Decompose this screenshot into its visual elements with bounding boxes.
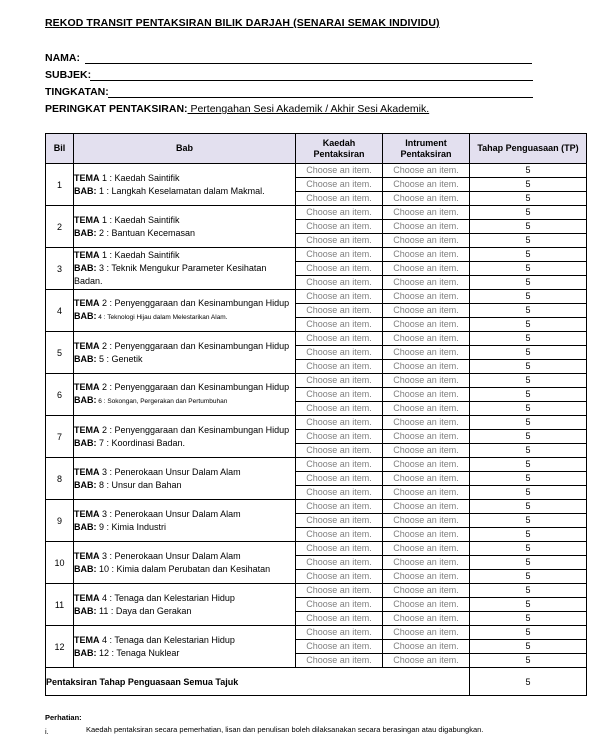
instrument-dropdown[interactable]: Choose an item. <box>383 458 470 472</box>
nama-field[interactable] <box>45 52 80 64</box>
instrument-dropdown[interactable]: Choose an item. <box>383 178 470 192</box>
tp-value[interactable]: 5 <box>470 206 587 220</box>
peringkat-value: Pertengahan Sesi Akademik / Akhir Sesi Akademik. <box>187 103 430 115</box>
kaedah-dropdown[interactable]: Choose an item. <box>296 528 383 542</box>
tema-text: 2 : Penyenggaraan dan Kesinambungan Hidup <box>99 382 290 392</box>
tp-value[interactable]: 5 <box>470 290 587 304</box>
instrument-dropdown[interactable]: Choose an item. <box>383 262 470 276</box>
assessment-table <box>45 133 587 696</box>
table-row <box>46 584 587 598</box>
tema-label: TEMA <box>74 172 100 183</box>
header-tahap: Tahap Penguasaan (TP) <box>470 134 587 164</box>
tp-value[interactable]: 5 <box>470 388 587 402</box>
row-bil: 7 <box>46 416 74 458</box>
kaedah-dropdown[interactable]: Choose an item. <box>296 598 383 612</box>
tp-value[interactable]: 5 <box>470 444 587 458</box>
header-instrument: Intrument Pentaksiran <box>383 134 470 164</box>
tema-label: TEMA <box>74 592 100 603</box>
table-row <box>46 626 587 640</box>
tp-value[interactable]: 5 <box>470 416 587 430</box>
tp-value[interactable]: 5 <box>470 654 587 668</box>
tema-text: 3 : Penerokaan Unsur Dalam Alam <box>99 466 241 477</box>
row-bil: 6 <box>46 374 74 416</box>
kaedah-dropdown[interactable]: Choose an item. <box>296 626 383 640</box>
row-bil: 1 <box>46 164 74 206</box>
kaedah-dropdown[interactable]: Choose an item. <box>296 346 383 360</box>
row-bil: 12 <box>46 626 74 668</box>
tema-label: TEMA <box>74 424 100 435</box>
tp-value[interactable]: 5 <box>470 500 587 514</box>
table-row <box>46 332 587 346</box>
kaedah-dropdown[interactable]: Choose an item. <box>296 430 383 444</box>
tp-value[interactable]: 5 <box>470 304 587 318</box>
row-bil: 5 <box>46 332 74 374</box>
instrument-dropdown[interactable]: Choose an item. <box>383 164 470 178</box>
kaedah-dropdown[interactable]: Choose an item. <box>296 584 383 598</box>
row-bab-cell <box>74 332 296 374</box>
table-row <box>46 164 587 178</box>
bab-text: 2 : Bantuan Kecemasan <box>96 227 196 238</box>
kaedah-dropdown[interactable]: Choose an item. <box>296 640 383 654</box>
row-bab-cell <box>74 206 296 248</box>
tp-value[interactable]: 5 <box>470 192 587 206</box>
tema-text: 2 : Penyenggaraan dan Kesinambungan Hidup <box>99 340 290 351</box>
table-row <box>46 500 587 514</box>
kaedah-dropdown[interactable]: Choose an item. <box>296 612 383 626</box>
instrument-dropdown[interactable]: Choose an item. <box>383 430 470 444</box>
row-bab-cell <box>74 626 296 668</box>
instrument-dropdown[interactable]: Choose an item. <box>383 234 470 248</box>
tp-value[interactable]: 5 <box>470 164 587 178</box>
instrument-dropdown[interactable]: Choose an item. <box>383 444 470 458</box>
tp-value[interactable]: 5 <box>470 528 587 542</box>
instrument-dropdown[interactable]: Choose an item. <box>383 220 470 234</box>
tp-value[interactable]: 5 <box>470 402 587 416</box>
row-bil: 8 <box>46 458 74 500</box>
tp-value[interactable]: 5 <box>470 612 587 626</box>
kaedah-dropdown[interactable]: Choose an item. <box>296 486 383 500</box>
bab-text: 3 : Teknik Mengukur Parameter Kesihatan Badan. <box>74 263 267 286</box>
bab-text: 10 : Kimia dalam Perubatan dan Kesihatan <box>96 563 271 574</box>
instrument-dropdown[interactable]: Choose an item. <box>383 626 470 640</box>
tingkatan-line <box>108 97 533 98</box>
instrument-dropdown[interactable]: Choose an item. <box>383 192 470 206</box>
tp-value[interactable]: 5 <box>470 374 587 388</box>
bab-text: 7 : Koordinasi Badan. <box>96 437 186 448</box>
tema-text: 2 : Penyenggaraan dan Kesinambungan Hidup <box>99 298 290 308</box>
tp-value[interactable]: 5 <box>470 486 587 500</box>
tp-value[interactable]: 5 <box>470 570 587 584</box>
row-bil: 4 <box>46 290 74 332</box>
tp-value[interactable]: 5 <box>470 262 587 276</box>
bab-label: BAB: <box>74 647 97 658</box>
kaedah-dropdown[interactable]: Choose an item. <box>296 416 383 430</box>
tema-text: 3 : Penerokaan Unsur Dalam Alam <box>99 508 241 519</box>
table-body <box>46 164 587 668</box>
instrument-dropdown[interactable]: Choose an item. <box>383 416 470 430</box>
instrument-dropdown[interactable]: Choose an item. <box>383 542 470 556</box>
tema-text: 1 : Kaedah Saintifik <box>99 214 180 225</box>
row-bil: 9 <box>46 500 74 542</box>
bab-label: BAB: <box>74 479 97 490</box>
kaedah-dropdown[interactable]: Choose an item. <box>296 472 383 486</box>
kaedah-dropdown[interactable]: Choose an item. <box>296 654 383 668</box>
instrument-dropdown[interactable]: Choose an item. <box>383 360 470 374</box>
tema-label: TEMA <box>74 250 100 260</box>
bab-label: BAB: <box>74 521 97 532</box>
subjek-field[interactable] <box>45 69 91 81</box>
peringkat-label: PERINGKAT PENTAKSIRAN: <box>45 103 188 115</box>
kaedah-dropdown[interactable]: Choose an item. <box>296 374 383 388</box>
kaedah-dropdown[interactable]: Choose an item. <box>296 542 383 556</box>
tema-label: TEMA <box>74 634 100 645</box>
instrument-dropdown[interactable]: Choose an item. <box>383 514 470 528</box>
tp-value[interactable]: 5 <box>470 346 587 360</box>
row-bab-cell <box>74 374 296 416</box>
tema-label: TEMA <box>74 340 100 351</box>
kaedah-dropdown[interactable]: Choose an item. <box>296 262 383 276</box>
instrument-dropdown[interactable]: Choose an item. <box>383 472 470 486</box>
instrument-dropdown[interactable]: Choose an item. <box>383 346 470 360</box>
kaedah-dropdown[interactable]: Choose an item. <box>296 332 383 346</box>
tp-value[interactable]: 5 <box>470 430 587 444</box>
bab-text: 1 : Langkah Keselamatan dalam Makmal. <box>96 185 265 196</box>
instrument-dropdown[interactable]: Choose an item. <box>383 654 470 668</box>
kaedah-dropdown[interactable]: Choose an item. <box>296 164 383 178</box>
instrument-dropdown[interactable]: Choose an item. <box>383 500 470 514</box>
instrument-dropdown[interactable]: Choose an item. <box>383 304 470 318</box>
kaedah-dropdown[interactable]: Choose an item. <box>296 444 383 458</box>
kaedah-dropdown[interactable]: Choose an item. <box>296 388 383 402</box>
instrument-dropdown[interactable]: Choose an item. <box>383 598 470 612</box>
instrument-dropdown[interactable]: Choose an item. <box>383 556 470 570</box>
row-bab-cell <box>74 458 296 500</box>
kaedah-dropdown[interactable]: Choose an item. <box>296 220 383 234</box>
bab-text: 11 : Daya dan Gerakan <box>96 605 192 616</box>
note-text: Kaedah pentaksiran secara pemerhatian, lisan dan penulisan boleh dilaksanakan secara berasingan atau digabungkan. <box>86 725 484 734</box>
tingkatan-label: TINGKATAN: <box>45 86 109 98</box>
kaedah-dropdown[interactable]: Choose an item. <box>296 248 383 262</box>
instrument-dropdown[interactable]: Choose an item. <box>383 612 470 626</box>
tp-value[interactable]: 5 <box>470 332 587 346</box>
tp-value[interactable]: 5 <box>470 234 587 248</box>
instrument-dropdown[interactable]: Choose an item. <box>383 248 470 262</box>
kaedah-dropdown[interactable]: Choose an item. <box>296 514 383 528</box>
tp-value[interactable]: 5 <box>470 458 587 472</box>
kaedah-dropdown[interactable]: Choose an item. <box>296 570 383 584</box>
perhatian-heading: Perhatian: <box>45 713 82 722</box>
instrument-dropdown[interactable]: Choose an item. <box>383 640 470 654</box>
row-bab-cell <box>74 164 296 206</box>
instrument-dropdown[interactable]: Choose an item. <box>383 584 470 598</box>
tp-value[interactable]: 5 <box>470 248 587 262</box>
subjek-label: SUBJEK: <box>45 69 92 81</box>
tema-text: 4 : Tenaga dan Kelestarian Hidup <box>99 592 235 603</box>
tema-text: 3 : Penerokaan Unsur Dalam Alam <box>99 550 241 561</box>
tp-value[interactable]: 5 <box>470 220 587 234</box>
bab-text: 8 : Unsur dan Bahan <box>96 479 182 490</box>
tp-value[interactable]: 5 <box>470 318 587 332</box>
header-bil: Bil <box>46 134 74 164</box>
tp-value[interactable]: 5 <box>470 360 587 374</box>
tema-text: 4 : Tenaga dan Kelestarian Hidup <box>99 634 235 645</box>
document-title: REKOD TRANSIT PENTAKSIRAN BILIK DARJAH (SENARAI SEMAK INDIVIDU) <box>45 17 440 29</box>
note-number: i. <box>45 727 49 736</box>
table-header-row <box>46 134 587 164</box>
kaedah-dropdown[interactable]: Choose an item. <box>296 556 383 570</box>
tema-label: TEMA <box>74 382 100 392</box>
kaedah-dropdown[interactable]: Choose an item. <box>296 234 383 248</box>
instrument-dropdown[interactable]: Choose an item. <box>383 290 470 304</box>
tema-label: TEMA <box>74 466 100 477</box>
summary-value[interactable]: 5 <box>470 668 587 696</box>
table-row <box>46 458 587 472</box>
tp-value[interactable]: 5 <box>470 556 587 570</box>
kaedah-dropdown[interactable]: Choose an item. <box>296 178 383 192</box>
table-row <box>46 416 587 430</box>
tema-text: 2 : Penyenggaraan dan Kesinambungan Hidup <box>99 424 290 435</box>
kaedah-dropdown[interactable]: Choose an item. <box>296 500 383 514</box>
instrument-dropdown[interactable]: Choose an item. <box>383 486 470 500</box>
row-bab-cell <box>74 290 296 332</box>
tp-value[interactable]: 5 <box>470 178 587 192</box>
bab-label: BAB: <box>74 353 97 364</box>
row-bil: 3 <box>46 248 74 290</box>
row-bab-cell <box>74 248 296 290</box>
kaedah-dropdown[interactable]: Choose an item. <box>296 402 383 416</box>
bab-label: BAB: <box>74 227 97 238</box>
tema-label: TEMA <box>74 214 100 225</box>
kaedah-dropdown[interactable]: Choose an item. <box>296 192 383 206</box>
kaedah-dropdown[interactable]: Choose an item. <box>296 360 383 374</box>
summary-row <box>46 668 587 696</box>
table-row <box>46 374 587 388</box>
instrument-dropdown[interactable]: Choose an item. <box>383 374 470 388</box>
tp-value[interactable]: 5 <box>470 598 587 612</box>
tp-value[interactable]: 5 <box>470 472 587 486</box>
row-bab-cell <box>74 584 296 626</box>
instrument-dropdown[interactable]: Choose an item. <box>383 528 470 542</box>
bab-label: BAB: <box>74 263 97 273</box>
kaedah-dropdown[interactable]: Choose an item. <box>296 290 383 304</box>
tp-value[interactable]: 5 <box>470 640 587 654</box>
instrument-dropdown[interactable]: Choose an item. <box>383 206 470 220</box>
bab-label: BAB: <box>74 185 97 196</box>
bab-label: BAB: <box>74 563 97 574</box>
row-bil: 11 <box>46 584 74 626</box>
instrument-dropdown[interactable]: Choose an item. <box>383 332 470 346</box>
summary-label: Pentaksiran Tahap Penguasaan Semua Tajuk <box>46 668 470 696</box>
tp-value[interactable]: 5 <box>470 584 587 598</box>
table-row <box>46 290 587 304</box>
header-kaedah: Kaedah Pentaksiran <box>296 134 383 164</box>
kaedah-dropdown[interactable]: Choose an item. <box>296 458 383 472</box>
row-bil: 2 <box>46 206 74 248</box>
peringkat-pentaksiran <box>45 103 429 115</box>
bab-text: 5 : Genetik <box>96 353 143 364</box>
instrument-dropdown[interactable]: Choose an item. <box>383 388 470 402</box>
bab-label: BAB: <box>74 395 97 405</box>
tema-text: 1 : Kaedah Saintifik <box>99 250 180 260</box>
subjek-line <box>90 80 533 81</box>
kaedah-dropdown[interactable]: Choose an item. <box>296 304 383 318</box>
tema-label: TEMA <box>74 508 100 519</box>
tema-label: TEMA <box>74 550 100 561</box>
tp-value[interactable]: 5 <box>470 514 587 528</box>
row-bab-cell <box>74 500 296 542</box>
row-bil: 10 <box>46 542 74 584</box>
bab-text: 12 : Tenaga Nuklear <box>96 647 180 658</box>
tema-label: TEMA <box>74 298 100 308</box>
nama-line <box>85 63 532 64</box>
bab-label: BAB: <box>74 605 97 616</box>
bab-text: 9 : Kimia Industri <box>96 521 167 532</box>
table-row <box>46 248 587 262</box>
tingkatan-field[interactable] <box>45 86 109 98</box>
nama-label: NAMA: <box>45 52 80 64</box>
bab-label: BAB: <box>74 437 97 448</box>
header-bab: Bab <box>74 134 296 164</box>
kaedah-dropdown[interactable]: Choose an item. <box>296 206 383 220</box>
kaedah-dropdown[interactable]: Choose an item. <box>296 276 383 290</box>
table-row <box>46 206 587 220</box>
tp-value[interactable]: 5 <box>470 626 587 640</box>
row-bab-cell <box>74 416 296 458</box>
instrument-dropdown[interactable]: Choose an item. <box>383 570 470 584</box>
bab-label: BAB: <box>74 311 97 321</box>
tema-text: 1 : Kaedah Saintifik <box>99 172 180 183</box>
instrument-dropdown[interactable]: Choose an item. <box>383 276 470 290</box>
kaedah-dropdown[interactable]: Choose an item. <box>296 318 383 332</box>
bab-text: 6 : Sokongan, Pergerakan dan Pertumbuhan <box>96 398 228 405</box>
instrument-dropdown[interactable]: Choose an item. <box>383 318 470 332</box>
row-bab-cell <box>74 542 296 584</box>
table-row <box>46 542 587 556</box>
bab-text: 4 : Teknologi Hijau dalam Melestarikan Alam. <box>96 314 228 321</box>
tp-value[interactable]: 5 <box>470 276 587 290</box>
instrument-dropdown[interactable]: Choose an item. <box>383 402 470 416</box>
tp-value[interactable]: 5 <box>470 542 587 556</box>
